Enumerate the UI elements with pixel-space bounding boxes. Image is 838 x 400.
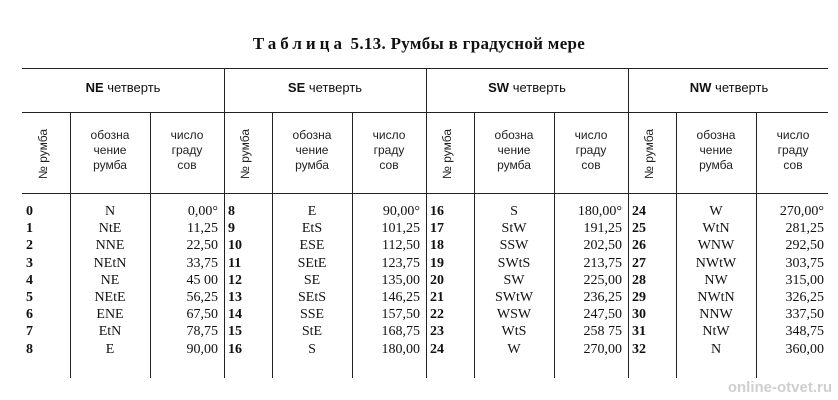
- rhumb-number: 7: [26, 324, 33, 340]
- column-header-degrees: число граду сов: [170, 128, 204, 172]
- rhumb-designation: SE: [303, 272, 321, 288]
- column-header-designation: обозна чение румба: [494, 128, 534, 172]
- rhumb-degrees: 56,25: [186, 290, 218, 305]
- rhumb-degrees: 0,00°: [187, 204, 218, 219]
- rhumb-number: 2: [26, 238, 33, 254]
- quarter-label: четверть: [715, 80, 769, 95]
- column-header-number-text: № румба: [642, 129, 656, 179]
- quarter-header: [224, 80, 426, 98]
- rhumb-designation: NWtN: [697, 290, 735, 305]
- rhumb-degrees: 78,75: [186, 324, 218, 340]
- rhumb-number: 12: [228, 272, 242, 288]
- table-title: [0, 34, 838, 54]
- rhumb-degrees: 180,00°: [577, 204, 622, 219]
- rhumb-designation: WtN: [702, 221, 730, 237]
- rhumb-degrees: 225,00: [583, 272, 622, 288]
- rhumb-number: 10: [228, 238, 242, 254]
- rhumb-degrees: 270,00: [583, 341, 622, 357]
- rhumb-designation: StW: [501, 221, 527, 237]
- rhumb-designation: NtE: [98, 221, 122, 237]
- rhumb-designation: W: [507, 341, 521, 357]
- rhumb-number: 24: [632, 204, 646, 219]
- rhumb-number: 26: [632, 238, 646, 254]
- rhumb-designation: EtS: [301, 221, 323, 237]
- quarter-label: четверть: [308, 80, 363, 95]
- rhumb-number: 13: [228, 290, 242, 305]
- rhumb-degrees: 337,50: [785, 307, 824, 323]
- rhumb-number: 19: [430, 255, 444, 271]
- table-title-word: Таблица: [252, 34, 346, 53]
- rhumb-designation: ENE: [96, 307, 124, 323]
- rhumb-degrees: 258 75: [583, 324, 622, 340]
- rhumb-designation: SEtE: [297, 255, 327, 271]
- quarter-code: NE: [85, 80, 104, 95]
- column-header-number: [236, 118, 254, 190]
- rhumb-degrees: 11,25: [187, 221, 218, 237]
- rhumb-number: 23: [430, 324, 444, 340]
- rhumb-designation: SW: [503, 272, 525, 288]
- rhumb-degrees: 247,50: [583, 307, 622, 323]
- rhumb-number: 30: [632, 307, 646, 323]
- quarter-header: [22, 80, 224, 98]
- rhumb-number: 5: [26, 290, 33, 305]
- rhumb-designation: N: [104, 204, 116, 219]
- rhumb-number: 8: [228, 204, 235, 219]
- rhumb-number: 31: [632, 324, 646, 340]
- rhumb-degrees: 90,00: [186, 341, 218, 357]
- rhumb-degrees: 292,50: [785, 238, 824, 254]
- rhumb-designation: NNE: [95, 238, 125, 254]
- rhumb-number: 9: [228, 221, 235, 237]
- quarter-code: SE: [287, 80, 306, 95]
- rhumb-designation: S: [510, 204, 518, 219]
- rhumb-degrees: 90,00°: [382, 204, 420, 219]
- rhumb-number: 20: [430, 272, 444, 288]
- rhumb-degrees: 168,75: [381, 324, 420, 340]
- rhumb-number: 21: [430, 290, 444, 305]
- rhumb-degrees: 123,75: [381, 255, 420, 271]
- table-title-rest: 5.13. Румбы в градусной мере: [350, 34, 586, 53]
- rhumb-degrees: 101,25: [381, 221, 420, 237]
- rhumb-number: 18: [430, 238, 444, 254]
- rhumb-degrees: 281,25: [785, 221, 824, 237]
- rhumb-designation: NNW: [699, 307, 733, 323]
- rhumb-number: 14: [228, 307, 242, 323]
- rhumb-degrees: 303,75: [785, 255, 824, 271]
- rhumb-designation: NtW: [702, 324, 730, 340]
- rhumb-designation: EtN: [98, 324, 122, 340]
- column-header-number: [640, 118, 658, 190]
- rhumb-designation: E: [307, 204, 317, 219]
- rhumb-number: 24: [430, 341, 444, 357]
- rhumb-degrees: 45 00: [186, 272, 218, 288]
- rhumb-degrees: 360,00: [785, 341, 824, 357]
- rhumb-number: 3: [26, 255, 33, 271]
- column-header-degrees: число граду сов: [574, 128, 608, 172]
- rhumb-designation: SSW: [499, 238, 529, 254]
- rhumb-designation: W: [709, 204, 723, 219]
- rhumb-designation: NEtN: [93, 255, 127, 271]
- rhumb-designation: SWtW: [494, 290, 534, 305]
- rhumb-number: 16: [430, 204, 444, 219]
- column-header-number-text: № румба: [36, 129, 50, 179]
- column-header-number: [34, 118, 52, 190]
- rhumb-number: 28: [632, 272, 646, 288]
- rhumb-number: 32: [632, 341, 646, 357]
- rhumb-degrees: 202,50: [583, 238, 622, 254]
- rhumb-degrees: 326,25: [785, 290, 824, 305]
- rhumb-number: 4: [26, 272, 33, 288]
- rhumb-degrees: 146,25: [381, 290, 420, 305]
- column-header-designation: обозна чение румба: [292, 128, 332, 172]
- quarter-divider: [224, 68, 225, 378]
- quarter-header: [426, 80, 628, 98]
- rhumb-designation: StE: [301, 324, 323, 340]
- column-header-number: [438, 118, 456, 190]
- rhumb-number: 29: [632, 290, 646, 305]
- quarter-code: SW: [488, 80, 510, 95]
- rhumb-degrees: 135,00: [381, 272, 420, 288]
- top-rule: [22, 68, 828, 69]
- rhumb-designation: N: [710, 341, 722, 357]
- rhumb-designation: S: [308, 341, 316, 357]
- quarter-divider: [426, 68, 427, 378]
- rhumb-designation: WNW: [697, 238, 735, 254]
- rhumb-number: 17: [430, 221, 444, 237]
- quarter-header: [628, 80, 830, 98]
- rhumb-number: 27: [632, 255, 646, 271]
- rhumb-designation: SEtS: [297, 290, 326, 305]
- rhumb-degrees: 315,00: [785, 272, 824, 288]
- quarter-code: NW: [689, 80, 712, 95]
- rhumb-degrees: 180,00: [381, 341, 420, 357]
- body-rule: [22, 193, 828, 194]
- column-header-number-text: № румба: [238, 129, 252, 179]
- rhumb-designation: NE: [100, 272, 120, 288]
- rhumb-degrees: 22,50: [186, 238, 218, 254]
- rhumb-designation: NEtE: [94, 290, 126, 305]
- rhumb-designation: WtS: [501, 324, 527, 340]
- rhumb-designation: NWtW: [695, 255, 737, 271]
- watermark: online-otvet.ru: [727, 379, 832, 396]
- rhumb-number: 8: [26, 341, 33, 357]
- rhumb-degrees: 213,75: [583, 255, 622, 271]
- column-header-designation: обозна чение румба: [696, 128, 736, 172]
- quarter-label: четверть: [512, 80, 566, 95]
- rhumb-number: 6: [26, 307, 33, 323]
- rhumb-degrees: 270,00°: [779, 204, 824, 219]
- column-header-degrees: число граду сов: [776, 128, 810, 172]
- rhumb-degrees: 157,50: [381, 307, 420, 323]
- rhumb-number: 16: [228, 341, 242, 357]
- rhumb-number: 15: [228, 324, 242, 340]
- rhumb-designation: SWtS: [497, 255, 531, 271]
- rhumb-designation: SSE: [299, 307, 325, 323]
- rhumb-designation: E: [105, 341, 115, 357]
- rhumb-number: 1: [26, 221, 33, 237]
- rhumb-designation: ESE: [299, 238, 325, 254]
- header-rule: [22, 112, 828, 113]
- rhumb-degrees: 191,25: [583, 221, 622, 237]
- column-header-designation: обозна чение румба: [90, 128, 130, 172]
- rhumb-degrees: 348,75: [785, 324, 824, 340]
- rhumb-number: 11: [228, 255, 242, 271]
- column-header-degrees: число граду сов: [372, 128, 406, 172]
- rhumb-degrees: 236,25: [583, 290, 622, 305]
- rhumb-number: 22: [430, 307, 444, 323]
- quarter-divider: [628, 68, 629, 378]
- rhumb-designation: NW: [704, 272, 728, 288]
- rhumb-degrees: 33,75: [186, 255, 218, 271]
- rhumb-degrees: 112,50: [382, 238, 420, 254]
- column-header-number-text: № румба: [440, 129, 454, 179]
- quarter-label: четверть: [107, 80, 161, 95]
- rhumb-degrees: 67,50: [186, 307, 218, 323]
- rhumb-designation: WSW: [496, 307, 532, 323]
- rhumb-number: 25: [632, 221, 646, 237]
- rhumb-number: 0: [26, 204, 33, 219]
